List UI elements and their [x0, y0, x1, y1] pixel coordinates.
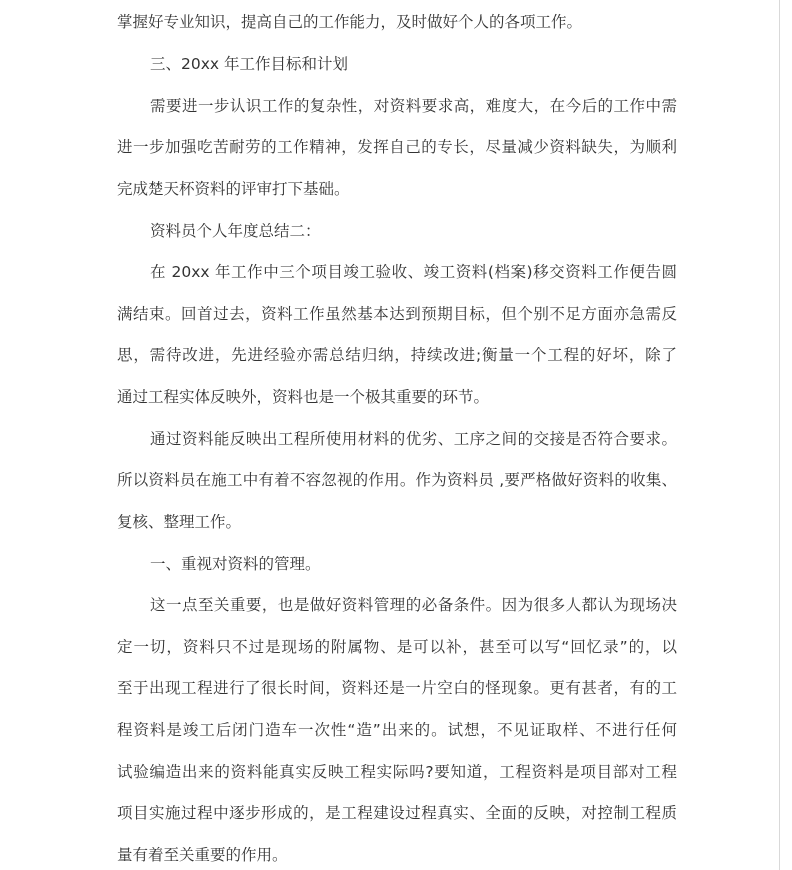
- paragraph-line: 完成楚天杯资料的评审打下基础。: [117, 180, 350, 198]
- paragraph-line: 掌握好专业知识，提高自己的工作能力，及时做好个人的各项工作。: [117, 13, 583, 31]
- paragraph-line: 复核、整理工作。: [117, 513, 242, 531]
- paragraph-line: 至于出现工程进行了很长时间，资料还是一片空白的怪现象。更有甚者，有的工: [117, 679, 677, 697]
- paragraph-line: 定一切，资料只不过是现场的附属物、是可以补，甚至可以写“回忆录”的，以: [117, 638, 677, 656]
- paragraph-line: 所以资料员在施工中有着不容忽视的作用。作为资料员 ,要严格做好资料的收集、: [117, 471, 677, 489]
- page-edge-divider: [779, 0, 780, 870]
- paragraph-line: 程资料是竣工后闭门造车一次性“造”出来的。试想，不见证取样、不进行任何: [117, 721, 677, 739]
- section-heading: 资料员个人年度总结二：: [150, 222, 321, 240]
- paragraph-line: 通过资料能反映出工程所使用材料的优劣、工序之间的交接是否符合要求。: [150, 430, 677, 448]
- paragraph-line: 进一步加强吃苦耐劳的工作精神，发挥自己的专长，尽量减少资料缺失，为顺利: [117, 138, 677, 156]
- section-heading: 一、重视对资料的管理。: [150, 555, 321, 573]
- paragraph-line: 这一点至关重要，也是做好资料管理的必备条件。因为很多人都认为现场决: [150, 596, 677, 614]
- paragraph-line: 量有着至关重要的作用。: [117, 846, 288, 864]
- paragraph-line: 通过工程实体反映外，资料也是一个极其重要的环节。: [117, 388, 490, 406]
- paragraph-line: 在 20xx 年工作中三个项目竣工验收、竣工资料(档案)移交资料工作便告圆: [150, 263, 677, 281]
- section-heading: 三、20xx 年工作目标和计划: [150, 55, 348, 73]
- paragraph-line: 试验编造出来的资料能真实反映工程实际吗?要知道，工程资料是项目部对工程: [117, 763, 677, 781]
- paragraph-line: 思，需待改进，先进经验亦需总结归纳，持续改进;衡量一个工程的好坏，除了: [117, 346, 677, 364]
- paragraph-line: 需要进一步认识工作的复杂性，对资料要求高，难度大，在今后的工作中需: [150, 97, 677, 115]
- paragraph-line: 项目实施过程中逐步形成的，是工程建设过程真实、全面的反映，对控制工程质: [117, 804, 677, 822]
- paragraph-line: 满结束。回首过去，资料工作虽然基本达到预期目标，但个别不足方面亦急需反: [117, 305, 677, 323]
